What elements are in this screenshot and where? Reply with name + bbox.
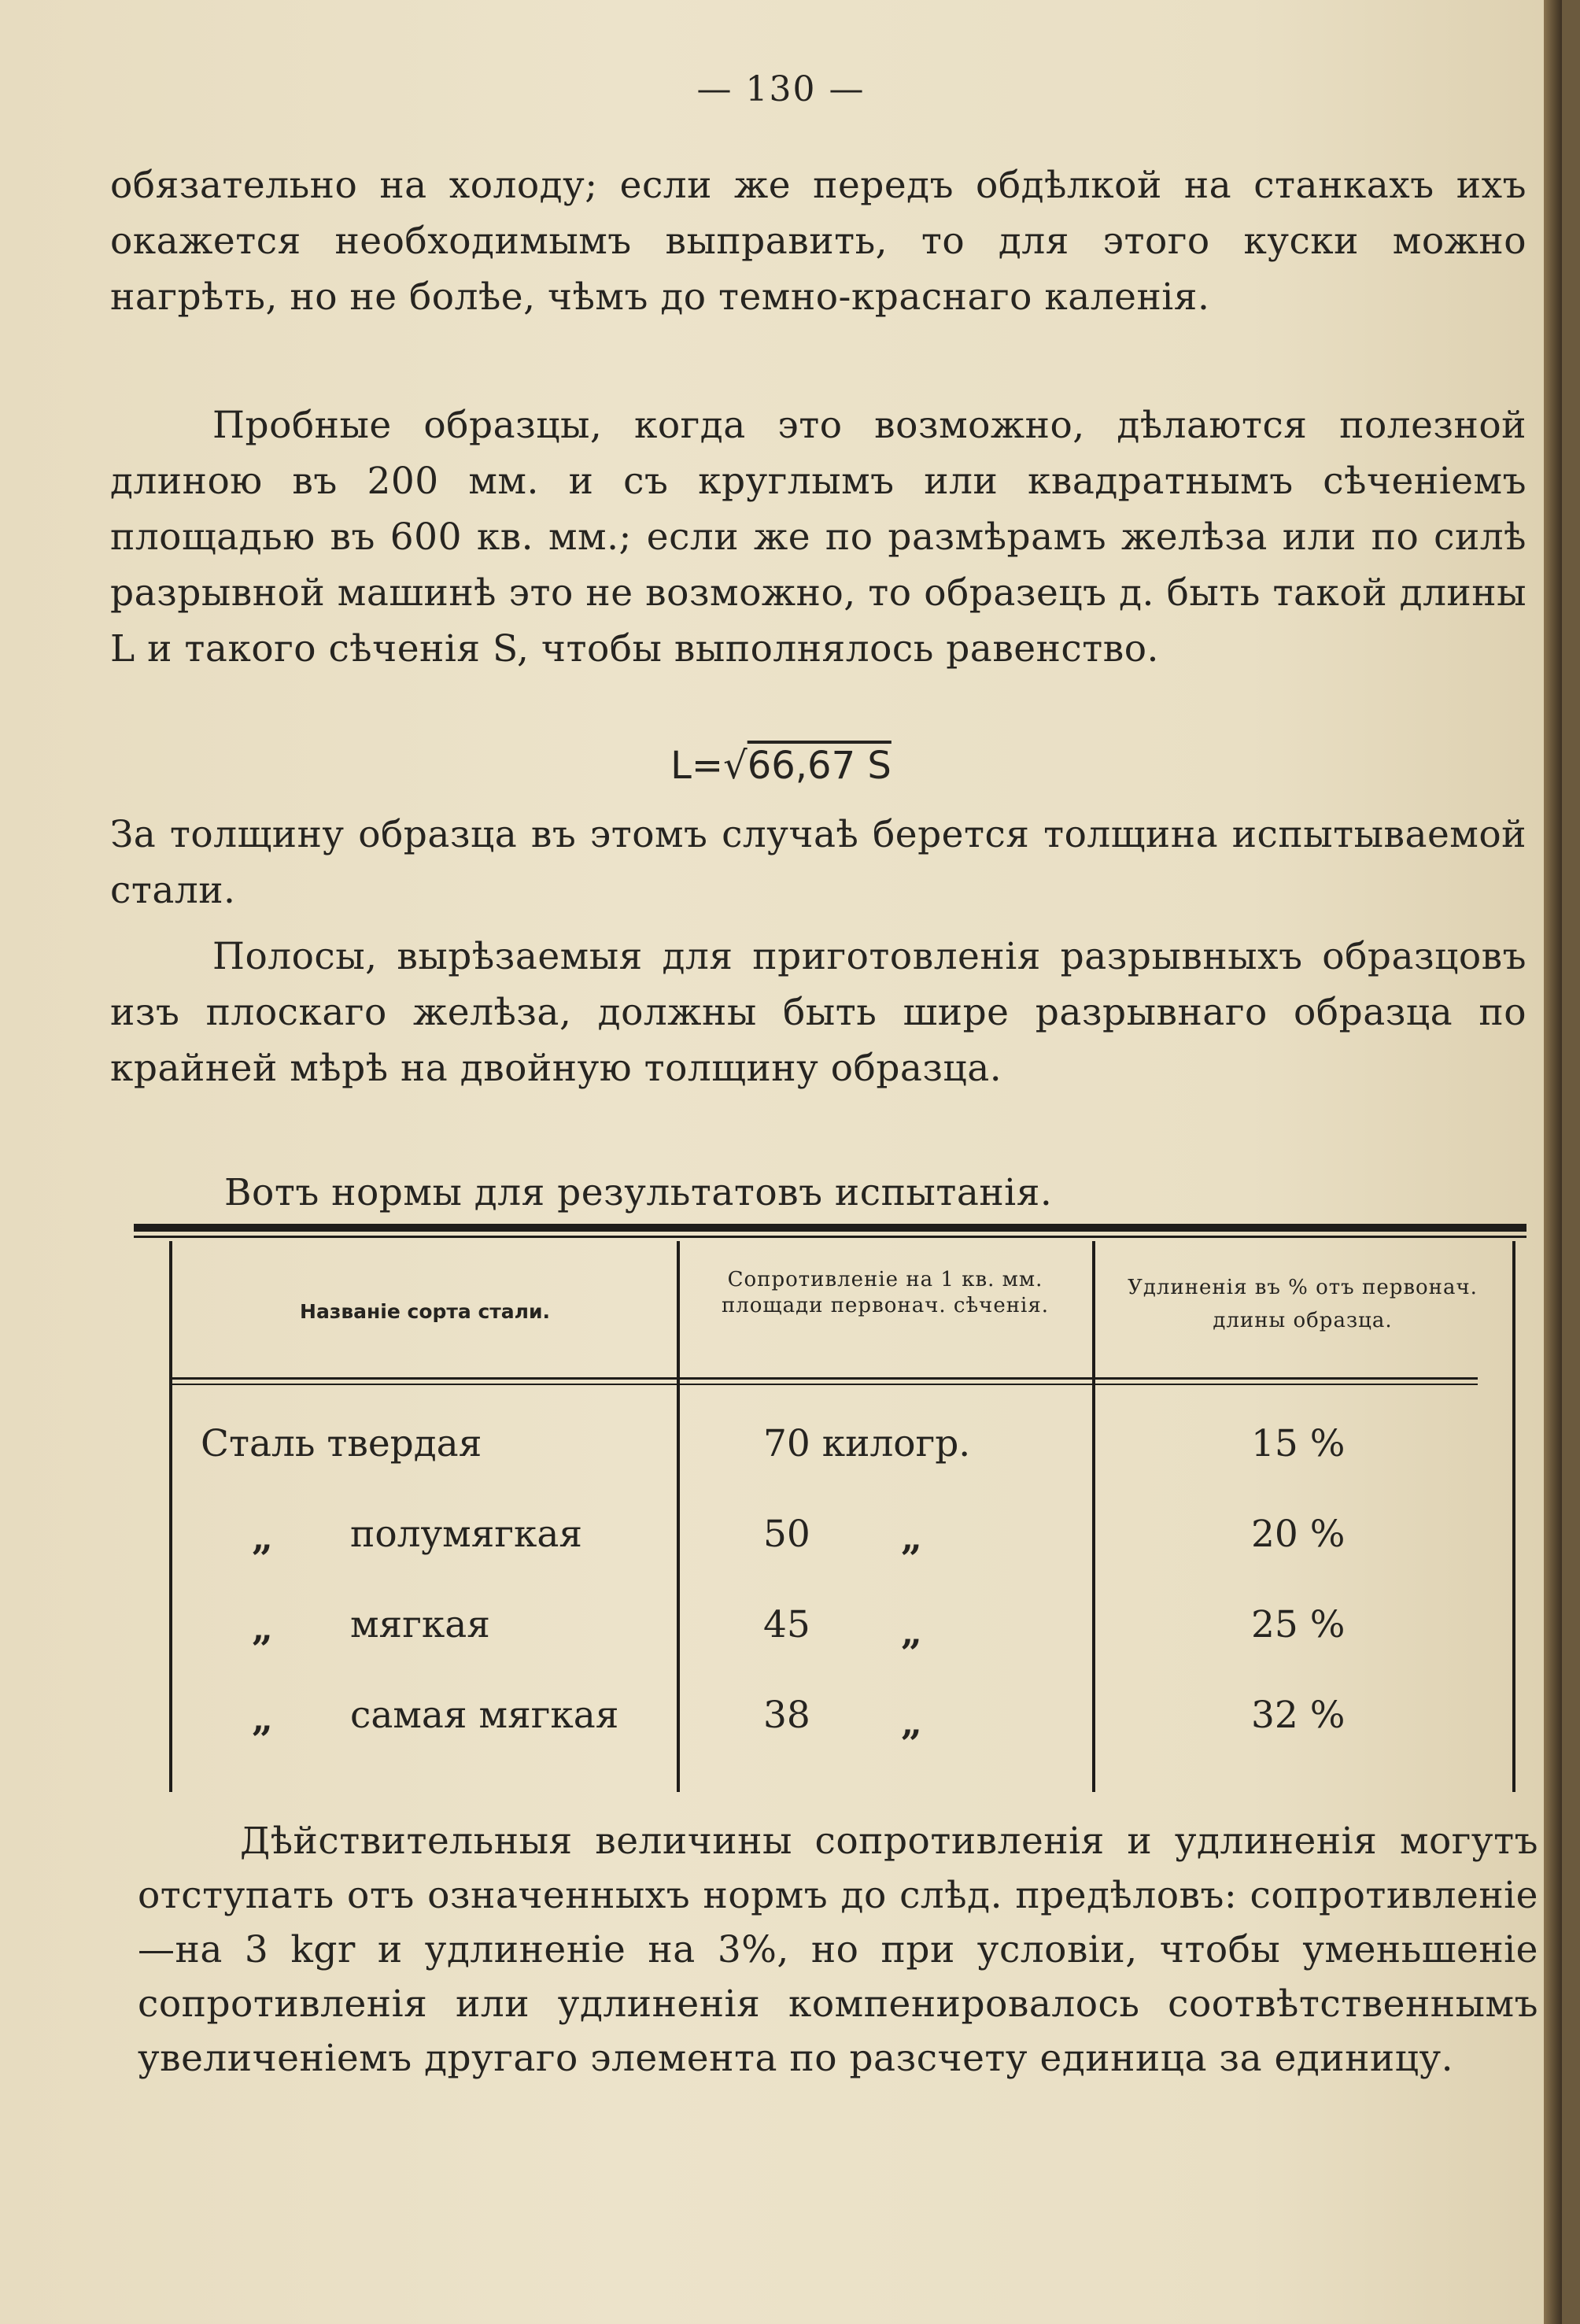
formula-left: L=: [670, 744, 724, 788]
row-4-name: самая мягкая: [350, 1694, 619, 1737]
row-1-name: Сталь твердая: [201, 1422, 482, 1465]
row-2-ditto-mark-resistance: „: [901, 1517, 923, 1560]
row-4-resistance: 38: [763, 1694, 810, 1737]
paragraph-4: [110, 929, 1526, 1096]
row-4-elongation: 32 %: [1251, 1694, 1346, 1737]
table-column-divider-2: [1092, 1241, 1095, 1792]
paragraph-1-text: обязательно на холоду; если же передъ обдѣлкой на станкахъ ихъ окажется необходимымъ выправить, то для этого куски можно нагрѣть, но не болѣе, чѣмъ до темно-краснаго каленія.: [110, 164, 1526, 319]
row-2-elongation: 20 %: [1251, 1513, 1346, 1556]
row-1-resistance: 70 килогр.: [763, 1422, 971, 1465]
paragraph-5-text: Вотъ нормы для результатовъ испытанія.: [224, 1171, 1053, 1214]
row-3-resistance: 45: [763, 1603, 810, 1646]
paragraph-6: [138, 1814, 1538, 2086]
header-resistance: Сопротивленіе на 1 кв. мм. площади первонач. сѣченія.: [721, 1268, 1050, 1317]
table-header-rule: [172, 1377, 1478, 1380]
paragraph-4-text: Полосы, вырѣзаемыя для приготовленія разрывныхъ образцовъ изъ плоскаго желѣза, должны быть шире разрывнаго образца по крайней мѣрѣ на двойную толщину образца.: [110, 935, 1526, 1090]
paragraph-2-text: Пробные образцы, когда это возможно, дѣлаются полезной длиною въ 200 мм. и съ круглымъ или квадратнымъ сѣченіемъ площадью въ 600 кв. мм.; если же по размѣрамъ желѣза или по силѣ разрывной машинѣ это не возможно, то образецъ д. быть такой длины L и такого сѣченія S, чтобы выполнялось равенство.: [110, 404, 1526, 671]
row-2-name: полумягкая: [350, 1513, 583, 1556]
table-left-border: [169, 1241, 172, 1792]
table-top-rule-thin: [134, 1236, 1526, 1238]
table-right-border: [1512, 1241, 1515, 1792]
page-number: — 130 —: [696, 69, 866, 109]
formula: [0, 744, 1562, 788]
header-elongation: Удлиненія въ % отъ первонач. длины образца.: [1128, 1276, 1478, 1332]
formula-radicand: 66,67 S: [747, 744, 892, 788]
row-4-ditto-mark-resistance: „: [901, 1701, 923, 1745]
table-top-rule: [134, 1224, 1526, 1232]
paragraph-3-text: За толщину образца въ этомъ случаѣ берется толщина испытываемой стали.: [110, 813, 1526, 912]
row-1-elongation: 15 %: [1251, 1422, 1346, 1465]
row-3-elongation: 25 %: [1251, 1603, 1346, 1646]
row-4-ditto-mark: „: [252, 1698, 274, 1741]
paragraph-6-text: Дѣйствительныя величины сопротивленія и удлиненія могутъ отступать отъ означенныхъ нормъ до слѣд. предѣловъ: сопротивленіе—на 3 kgr и удлиненіе на 3%, но при условіи, чтобы уменьшеніе сопротивленія или удлиненія компенировалось соотвѣтственнымъ увеличеніемъ другаго элемента по разсчету единица за единицу.: [138, 1820, 1538, 2080]
steel-norms-table: [134, 1224, 1526, 1790]
table-header-rule-thin: [172, 1384, 1478, 1385]
row-3-name: мягкая: [350, 1603, 490, 1646]
paragraph-5: [224, 1165, 1405, 1221]
paragraph-3: [110, 807, 1526, 918]
row-2-ditto-mark: „: [252, 1517, 274, 1560]
header-steel-grade: Названіе сорта стали.: [300, 1300, 550, 1323]
paragraph-2: [110, 397, 1526, 677]
book-binding-edge: [1544, 0, 1562, 2324]
row-3-ditto-mark: „: [252, 1607, 274, 1650]
row-3-ditto-mark-resistance: „: [901, 1611, 923, 1654]
row-2-resistance: 50: [763, 1513, 810, 1556]
formula-root-sign: √: [723, 744, 748, 788]
paragraph-1: [110, 157, 1526, 325]
table-column-divider-1: [677, 1241, 680, 1792]
